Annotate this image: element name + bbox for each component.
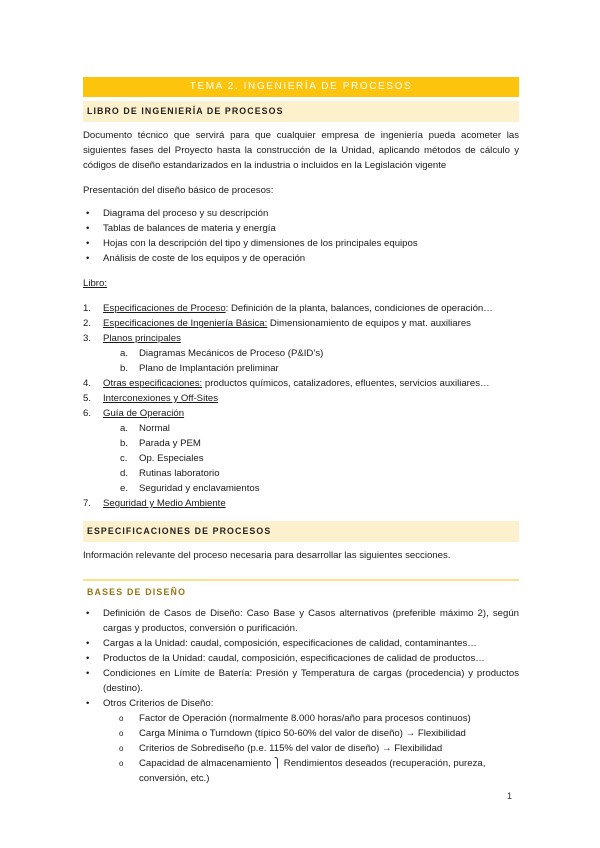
list-item: [83, 666, 519, 696]
libro-list: [83, 301, 519, 346]
list-item: [83, 221, 519, 236]
item-number: 5.: [83, 393, 92, 404]
bullet-icon: •: [86, 238, 90, 249]
guia-sublist: [83, 421, 519, 496]
intro-paragraph: Documento técnico que servirá para que cualquier empresa de ingeniería pueda acometer las siguientes fases del Proyecto hasta la construcción de la Unidad, aplicando métodos de cálculo y códigos de diseño estandarizados en la industria o incluidos en la Legislación vigente: [83, 130, 519, 171]
list-item: [83, 696, 519, 711]
item-number: 4.: [83, 378, 92, 389]
item-letter: e.: [120, 483, 129, 494]
item-description: Dimensionamiento de equipos y mat. auxiliares: [267, 318, 471, 329]
list-item-text: Condiciones en Límite de Batería: Presión y Temperatura de cargas (procedencia) y productos (destino).: [103, 668, 519, 694]
sublist-item: [83, 361, 519, 376]
item-letter: b.: [120, 363, 129, 374]
list-item: [83, 236, 519, 251]
bullet-icon: •: [86, 223, 90, 234]
item-text: Op. Especiales: [139, 453, 204, 464]
bullet-icon: •: [86, 668, 90, 679]
item-number: 2.: [83, 318, 92, 329]
list-item-text: Definición de Casos de Diseño: Caso Base y Casos alternativos (preferible máximo 2), según cargas y productos, conversión o purificación.: [103, 608, 519, 634]
list-item: [83, 741, 519, 756]
especificaciones-intro: Información relevante del proceso necesaria para desarrollar las siguientes secciones.: [83, 550, 451, 561]
list-item-text: Criterios de Sobrediseño (p.e. 115% del valor de diseño) → Flexibilidad: [139, 743, 443, 754]
item-title: Guía de Operación: [103, 408, 185, 419]
list-item: [83, 636, 519, 651]
libro-item-2: [83, 316, 519, 331]
item-text: Parada y PEM: [139, 438, 201, 449]
page-number: 1: [507, 791, 513, 801]
list-item-text: Productos de la Unidad: caudal, composición, especificaciones de calidad de productos…: [103, 653, 485, 664]
presentation-label: Presentación del diseño básico de procesos:: [83, 185, 274, 196]
item-number: 6.: [83, 408, 92, 419]
section-heading-libro: LIBRO DE INGENIERÍA DE PROCESOS: [83, 101, 519, 122]
sublist-item: [83, 436, 519, 451]
libro-item-4: [83, 376, 519, 391]
circle-bullet-icon: o: [119, 759, 124, 768]
circle-bullet-icon: o: [119, 729, 124, 738]
item-number: 1.: [83, 303, 92, 314]
item-description: : Definición de la planta, balances, condiciones de operación…: [225, 303, 493, 314]
item-letter: a.: [120, 348, 129, 359]
circle-bullet-icon: o: [119, 714, 124, 723]
item-text: Rutinas laboratorio: [139, 468, 220, 479]
list-item: [83, 726, 519, 741]
criteria-list: [83, 711, 519, 786]
section-heading-especificaciones: ESPECIFICACIONES DE PROCESOS: [83, 521, 519, 542]
item-title: Especificaciones de Ingeniería Básica:: [103, 318, 268, 329]
sublist-item: [83, 451, 519, 466]
item-text: Diagramas Mecánicos de Proceso (P&ID’s): [139, 348, 324, 359]
bullet-icon: •: [86, 653, 90, 664]
list-item-text: Análisis de coste de los equipos y de operación: [103, 253, 306, 264]
libro-item-1: [83, 301, 519, 316]
item-letter: a.: [120, 423, 129, 434]
item-letter: d.: [120, 468, 129, 479]
libro-item-7: [83, 496, 519, 511]
list-item-text: Otros Criterios de Diseño:: [103, 698, 214, 709]
list-item-text: Tablas de balances de materia y energía: [103, 223, 276, 234]
list-item: [83, 206, 519, 221]
bullet-icon: •: [86, 698, 90, 709]
item-description: productos químicos, catalizadores, efluentes, servicios auxiliares…: [202, 378, 490, 389]
list-item: [83, 606, 519, 636]
list-item: [83, 251, 519, 266]
libro-item-6: [83, 406, 519, 421]
item-number: 3.: [83, 333, 92, 344]
list-item: [83, 651, 519, 666]
item-text: Seguridad y enclavamientos: [139, 483, 260, 494]
list-item-text: Carga Mínima o Turndown (típico 50-60% del valor de diseño) → Flexibilidad: [139, 728, 466, 739]
list-item-text: Capacidad de almacenamiento ⎫ Rendimientos deseados (recuperación, pureza, conversión, etc.): [139, 758, 486, 784]
item-title: Seguridad y Medio Ambiente: [103, 498, 226, 509]
libro-list-end: [83, 496, 519, 511]
list-item: [83, 711, 519, 726]
item-letter: b.: [120, 438, 129, 449]
item-number: 7.: [83, 498, 92, 509]
sublist-item: [83, 481, 519, 496]
bullet-icon: •: [86, 253, 90, 264]
bullet-icon: •: [86, 608, 90, 619]
item-text: Normal: [139, 423, 170, 434]
item-title: Planos principales: [103, 333, 181, 344]
circle-bullet-icon: o: [119, 744, 124, 753]
presentation-list: [83, 206, 519, 266]
libro-item-5: [83, 391, 519, 406]
bases-list: [83, 606, 519, 711]
list-item-text: Hojas con la descripción del tipo y dimensiones de los principales equipos: [103, 238, 418, 249]
libro-list-cont: [83, 376, 519, 421]
sublist-item: [83, 346, 519, 361]
item-title: Especificaciones de Proceso: [103, 303, 226, 314]
item-letter: c.: [120, 453, 128, 464]
planos-sublist: [83, 346, 519, 376]
subheading-bases-diseno: BASES DE DISEÑO: [83, 579, 519, 600]
libro-label: Libro:: [83, 278, 107, 289]
sublist-item: [83, 466, 519, 481]
bullet-icon: •: [86, 638, 90, 649]
item-title: Interconexiones y Off-Sites: [103, 393, 219, 404]
item-text: Plano de Implantación preliminar: [139, 363, 279, 374]
page-content: [83, 77, 519, 786]
page-title: TEMA 2. INGENIERÍA DE PROCESOS: [83, 77, 519, 97]
list-item-text: Cargas a la Unidad: caudal, composición, especificaciones de calidad, contaminantes…: [103, 638, 477, 649]
list-item-text: Diagrama del proceso y su descripción: [103, 208, 269, 219]
sublist-item: [83, 421, 519, 436]
bullet-icon: •: [86, 208, 90, 219]
libro-item-3: [83, 331, 519, 346]
list-item-text: Factor de Operación (normalmente 8.000 horas/año para procesos continuos): [139, 713, 471, 724]
list-item: [83, 756, 519, 786]
item-title: Otras especificaciones:: [103, 378, 203, 389]
